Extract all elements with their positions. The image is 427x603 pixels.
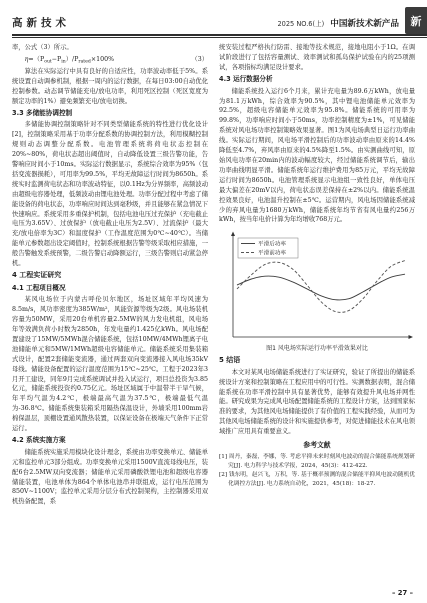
heading-4-3: 4.3 运行数据分析: [219, 75, 273, 84]
y-axis-arrow: [231, 232, 235, 237]
reference-item: [2] 钱东明，赵兴飞，万积，等. 基于概率预测的混合储能平抑风电波动随机优化调控方法[J]. 电力系统自动化，2021，45(18)：18-27.: [219, 472, 415, 487]
body-paragraph: 算法在实际运行中具有良好的自适应性，功率波动率低于5%。系统设置自动调参机制，根据一周内的运行数据，在每日03:00自动优化控制参数。动态调节储能充电/放电功率，利用死区控制（死区宽度为额定功率的1%）避免频繁充电/放电切换。: [12, 67, 208, 105]
figure-1: [219, 230, 415, 353]
series-line-raw: [237, 261, 405, 313]
header-rule-thin: [12, 37, 427, 38]
formula-part: ）/P: [65, 55, 79, 63]
legend: [238, 238, 298, 258]
heading-5: 5 结语: [219, 356, 241, 365]
right-column: [219, 43, 415, 489]
references-title: 参考文献: [303, 441, 331, 450]
intro-paragraph: 率，公式（3）所示。: [12, 44, 73, 51]
x-axis-arrow: [409, 335, 414, 339]
section-tab: 新: [405, 7, 427, 34]
body-paragraph: 本文对某风电场储能系统进行了实证研究，验证了所提出的储能系统设计方案和控制策略在工程应用中的可行性。实测数据表明，混合储能系统在功率平滑控制中具有显著优势，能够有效提升风电场并网性能。研究成果为完成风电场配置储能系统的工程设计方案，达到国家标准的要求，为其他风电场储能提供了有价值的工程实践经验，从而可为其他风电场储能系统的设计和实施提供参考，对促进储能技术在风电领域推广应用具有重要意义。: [219, 368, 415, 436]
page-number: – 27 –: [392, 589, 413, 597]
formula-sub-rated: rated: [78, 59, 91, 65]
formula-part: =（P: [28, 55, 45, 63]
heading-3-3: 3.3 多储能协调控制: [12, 108, 73, 117]
header-rule-thick: [12, 34, 427, 36]
formula-part: −P: [51, 55, 62, 63]
heading-4: 4 工程实证研究: [12, 271, 62, 280]
body-paragraph: 某风电场位于内蒙古呼伦贝尔地区，场址区域年平均风速为8.5m/s，风功率密度为385W/m²，风能资源等级为2级。风电场装机容量为50MW，采用20台单机容量2.5MW的风力发电机组，风电场年等效满负荷小时数为2850h，年发电量约1.425亿kWh。风电场配置建设了15MW/5MWh混合储能系统，包括10MW/4MWh锂离子电池储能单元和5MW/1MWh超级电容储能单元。储能系统采用集装箱式设计，配置2套储能变流器，通过两套双向变流器接入风电场35kV母线。储能设备配置的运行温度范围为15℃~25℃。工程于2023年3月开工建设，同年9月完成系统调试并投入试运行，项目总投资为3.85亿元，储能系统投资约0.75亿元。场址区域属于中温带半干旱气候，年平均气温为4.2℃，极端最高气温为37.5℃，极端最低气温为-36.8℃。储能系统集装箱采用隔热保温设计，外墙采用100mm岩棉保温层，顶棚设置通风散热装置，以保证设备在极端天气条件下正常运行。: [12, 296, 208, 433]
legend-label-smoothed: 平滑后功率: [258, 241, 286, 248]
issue-label: 2025 NO.6(上): [277, 20, 325, 28]
body-paragraph: 储能系统实施采用模块化设计理念，系统由功率变换单元、储能单元和监控单元3部分组成。功率变换单元采用1500V直流母线电压，装配6台2.5MW双向变流器；储能单元采用磷酸铁锂电池和超级电容器储能装置，电池单体为864个单体电池串并联组成，运行电压范围为850V~1100V；监控单元采用分层分布式控制架构，主控制器采用双机热备配置，系: [12, 448, 208, 506]
power-chart: [219, 230, 415, 342]
reference-item: [1] 周丹，秦磊，李娜，等. 考虑平抑未来时刻风电波动的混合储能系统规划研究[J]. 电力科学与技术学报，2024，45(3)：412-422.: [219, 453, 415, 469]
formula-eta: η: [24, 55, 29, 63]
journal-info: [277, 17, 399, 29]
section-title: 高新技术: [12, 17, 70, 29]
body-paragraph: 统安装过程严格执行防雷、接地等技术规范，接地电阻小于1Ω。在调试阶段进行了包括容量测试、效率测试和孤岛保护试验在内的25项测试，各项指标均满足设计要求。: [219, 44, 415, 71]
heading-4-1: 4.1 工程项目概况: [12, 283, 66, 292]
heading-4-2: 4.2 系统实施方案: [12, 436, 66, 445]
formula-sub-out: out: [44, 59, 52, 65]
efficiency-formula: [25, 55, 115, 65]
legend-label-raw: 平滑前功率: [258, 250, 286, 257]
left-column: [12, 43, 208, 507]
formula-number: （3）: [191, 55, 208, 63]
formula-part: ×100%: [90, 55, 115, 63]
formula-sub-in: in: [61, 59, 66, 65]
figure-caption: 图1 风电场实际运行功率平滑效果对比: [266, 345, 368, 353]
journal-name: 中国新技术新产品: [330, 19, 399, 29]
body-paragraph: 储能系统投入运行6个月来，累计充电量为89.6万kWh，放电量为81.1万kWh，综合效率为90.5%，其中锂电池储能单元效率为92.5%，超级电容储能单元效率为95.8%。储能系统的可用率为99.8%，功率响应时间小于50ms，功率控制精度为±1%，可见储能系统对风电场功率控制策略效果显著。图1为风电场典型日运行功率曲线。实际运行期间，风电场平滑控制后的功率波动率由原来的14.4%降低至4.7%，弃风率由原来的4.5%降至1.5%。由实测曲线可知，原始风电功率在20min内的波动幅度较大，经过储能系统调节后，输出功率曲线明显平滑。储能系统年运行维护费用为85万元，平均无故障运行时间为8650h。电池管理系统显示电池组一致性良好，单体电压最大偏差在20mV以内，荷电状态误差保持在±2%以内。储能系统温控效果良好，电池温升控制在±5℃。运营期内，风电场因储能系统减少的弃风电量为1680万kWh，储能系统年均节省有风电量约256万kWh，按当年电价计算为年均增收768万元。: [219, 87, 415, 224]
formula-row: [12, 55, 208, 65]
body-paragraph: 多储能协调控制策略针对不同类型储能系统的特性进行优化设计[2]，控制策略采用基于功率分配系数的协调控制方法，利用模糊控制规则动态调整分配系数。电池管理系统将荷电状态控制在20%~80%，荷电状态超出阈值时，自动降低设置三级告警功能，告警响应时间小于10ms。实际运行数据显示，系统综合效率为95%（包括变流器损耗），可用率为99.5%，平均无故障运行时间为8650h。系统实时监测荷电状态和功率波动特征，以0.1Hz为分界频率，高频波动由超级电容器处理，低频波动由锂电池处理。功率分配过程中考虑了储能设备的荷电状态，功率响应时间达到毫秒级，并且能够在紧急情况下快速响应。系统采用多重保护机制，包括电池电压过充保护（充电截止电压为3.65V）、过放保护（放电截止电压为2.5V）、过流保护（最大充/放电倍率为3C）和温度保护（工作温度范围为0℃~40℃）。当储能单元参数超出设定阈值时，控制系统根据告警等级采取相应措施，一般告警触发系统预警，二级告警启动降额运行，三级告警则启动紧急停机。: [12, 121, 208, 268]
